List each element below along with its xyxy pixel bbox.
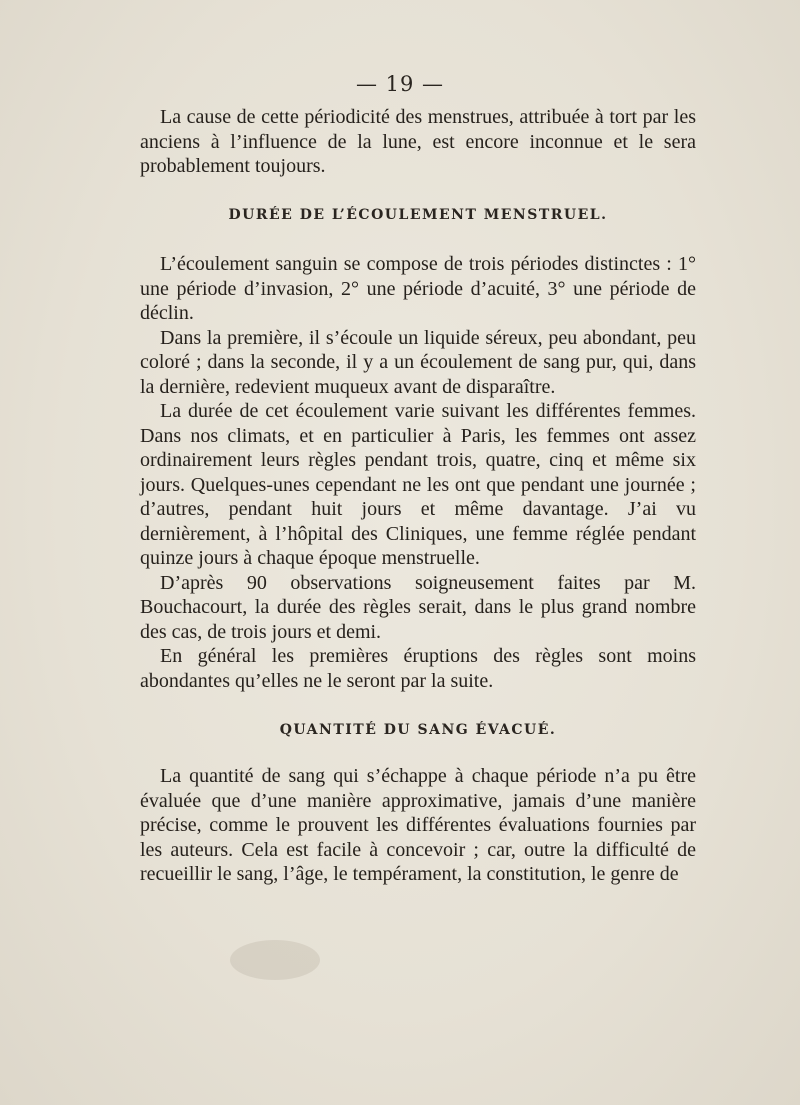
paragraph: La durée de cet écoulement varie suivant les différentes femmes. Dans nos climats, et en particulier à Paris, les femmes ont assez ordinairement leurs règles pendant trois, quatre, cinq et même six jours. Quelques-unes cependant ne les ont que pendant une journée ; d’autres, pendant huit jours et même davantage. J’ai vu dernièrement, à l’hôpital des Cliniques, une femme réglée pendant quinze jours à chaque époque menstruelle. [140, 400, 696, 569]
paragraph: L’écoulement sanguin se compose de trois périodes distinctes : 1° une période d’invasion, 2° une période d’acuité, 3° une période de déclin. [140, 253, 696, 324]
paragraph: La quantité de sang qui s’échappe à chaque période n’a pu être évaluée que d’une manière approximative, jamais d’une manière précise, comme le prouvent les différentes évaluations fournies par les auteurs. Cela est facile à concevoir ; car, outre la difficulté de recueillir le sang, l’âge, le tempérament, la constitution, le genre de [140, 765, 696, 885]
paragraph: En général les premières éruptions des règles sont moins abondantes qu’elles ne le seront par la suite. [140, 645, 696, 692]
page-number: — 19 — [355, 72, 445, 96]
section-duration-body [140, 252, 696, 693]
section-heading-quantity: QUANTITÉ DU SANG ÉVACUÉ. [279, 722, 557, 738]
paragraph: D’après 90 observations soigneusement faites par M. Bouchacourt, la durée des règles serait, dans le plus grand nombre des cas, de trois jours et demi. [140, 571, 696, 643]
paragraph: Dans la première, il s’écoule un liquide séreux, peu abondant, peu coloré ; dans la seconde, il y a un écoulement de sang pur, qui, dans la dernière, redevient muqueux avant de disparaître. [140, 326, 696, 398]
intro-paragraph: La cause de cette périodicité des menstrues, attribuée à tort par les anciens à l’influence de la lune, est encore inconnue et le sera probablement toujours. [140, 106, 696, 177]
section-heading-duration: DURÉE DE L’ÉCOULEMENT MENSTRUEL. [228, 207, 608, 223]
intro-block [140, 105, 696, 179]
paper-stain [230, 940, 320, 980]
section-quantity-body [140, 764, 696, 887]
